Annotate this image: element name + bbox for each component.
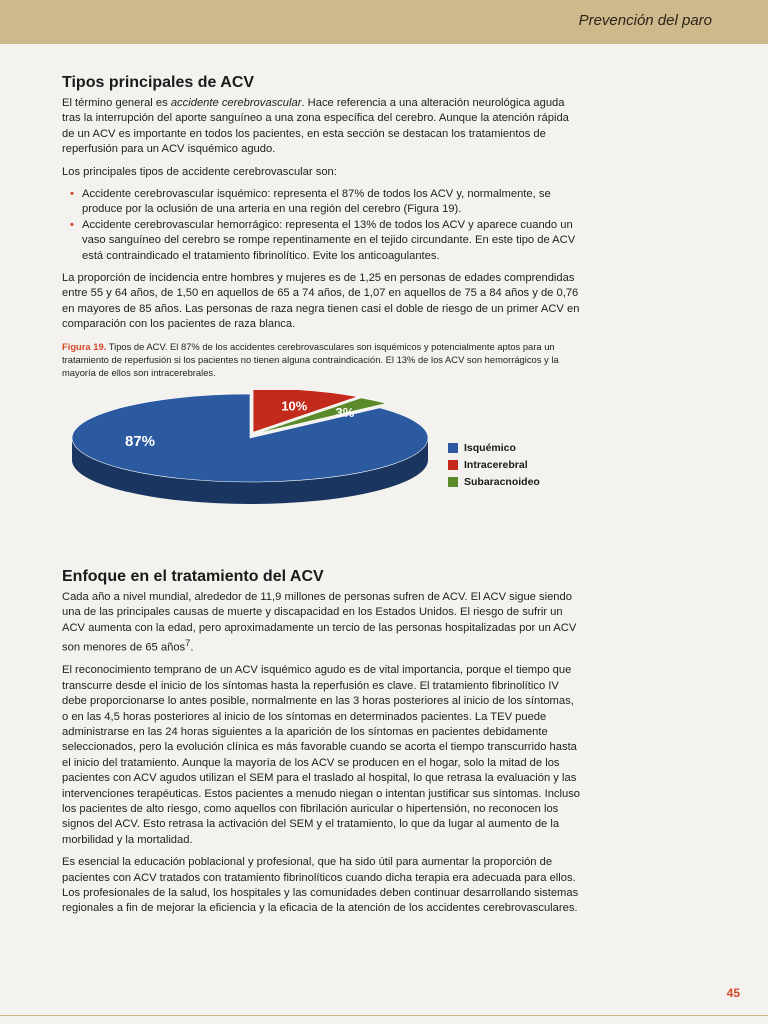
pie-chart: [60, 390, 580, 530]
legend-swatch: [448, 460, 458, 470]
footnote-ref: 7: [185, 638, 191, 649]
list-item: [70, 187, 582, 218]
figure-caption-text: Tipos de ACV. El 87% de los accidentes cerebrovasculares son isquémicos y potencialmente aptos para un tratamiento de reperfusión si los pacientes no tienen alguna contraindicación. El 13% de los ACV son hemorrágicos y la mayoría de ellos son intracerebrales.: [62, 340, 559, 379]
paragraph: [62, 590, 582, 656]
section-types: [62, 74, 582, 379]
list-item: [70, 218, 582, 264]
running-title: Prevención del paro: [578, 12, 712, 29]
section-treatment: [62, 568, 582, 924]
chart-legend: [448, 442, 540, 493]
pie-slice-label: 3%: [335, 405, 355, 421]
pie-slice-label: 87%: [124, 433, 156, 450]
italic-term: accidente cerebrovascular: [170, 97, 302, 109]
bullet-icon: •: [70, 188, 74, 201]
list-item-text: Accidente cerebrovascular hemorrágico: representa el 13% de todos los ACV y aparece cuando un vaso sanguíneo del cerebro se rompe repentinamente en el tejido circundante. En este tipo de ACV está contraindicado el tratamiento fibrinolítico. Evite los anticoagulantes.: [82, 218, 576, 262]
legend-swatch: [448, 477, 458, 487]
section-heading: Enfoque en el tratamiento del ACV: [62, 568, 324, 585]
paragraph: Es esencial la educación poblacional y profesional, que ha sido útil para aumentar la proporción de pacientes con ACV tratados con tratamiento fibrinolíticos cuando dicha terapia era adecuada para ellos. Los profesionales de la salud, los hospitales y las comunidades deben continuar desarrollando sistemas regionales a fin de mejorar la eficiencia y la eficacia de la atención de los accidentes cerebrovasculares.: [62, 856, 579, 915]
legend-swatch: [448, 443, 458, 453]
text: Cada año a nivel mundial, alrededor de 11,9 millones de personas sufren de ACV. El ACV sigue siendo una de las principales causas de muerte y discapacidad en los Estados Unidos. El riesgo de sufrir un ACV aumenta con la edad, pero aproximadamente un tercio de las personas hospitalizadas por un ACV son menores de 65 años: [62, 591, 577, 654]
legend-label: Intracerebral: [464, 459, 528, 471]
list-item-text: Accidente cerebrovascular isquémico: representa el 87% de todos los ACV y, normalmente, se produce por la oclusión de una arteria en una región del cerebro (Figura 19).: [82, 188, 551, 216]
pie-chart-svg: [60, 390, 440, 530]
text: .: [190, 641, 194, 654]
paragraph: Los principales tipos de accidente cerebrovascular son:: [62, 165, 337, 178]
header-band: [0, 0, 768, 44]
figure-label: Figura 19.: [62, 340, 107, 352]
legend-item: [448, 476, 540, 488]
legend-item: [448, 459, 540, 471]
legend-label: Isquémico: [464, 442, 516, 454]
text: El término general es: [62, 97, 171, 109]
paragraph: El reconocimiento temprano de un ACV isquémico agudo es de vital importancia, porque el tiempo que transcurre desde el inicio de los síntomas hasta la reperfusión es clave. El tratamiento fibrinolítico IV debe proporcionarse lo antes posible, normalmente en las 3 horas posteriores al inicio de los síntomas, o en las 4,5 horas posteriores al inicio de los síntomas en determinados pacientes. La TEV puede administrarse en las 24 horas siguientes a la aparición de los síntomas en pacientes debidamente seleccionados, pero la evolución clínica es más favorable cuando se acorta el tiempo transcurrido hasta el inicio del tratamiento. Aunque la mayoría de los ACV se producen en el hogar, solo la mitad de los pacientes con ACV agudos utilizan el SEM para el traslado al hospital, lo que retrasa la evaluación y las intervenciones terapéuticas. Estos pacientes a menudo niegan o intentan justificar sus síntomas. Incluso los pacientes de alto riesgo, como aquellos con fibrilación auricular o hipertensión, no reconocen los signos del ACV. Esto retrasa la activación del SEM y el tratamiento, lo que da lugar al aumento de la morbilidad y la mortalidad.: [62, 664, 581, 846]
paragraph: La proporción de incidencia entre hombres y mujeres es de 1,25 en personas de edades comprendidas entre 55 y 64 años, de 1,50 en aquellos de 65 a 74 años, de 1,07 en aquellos de 75 a 84 años y de 0,76 en mayores de 85 años. Las personas de raza negra tienen casi el doble de riesgo de un primer ACV en comparación con los pacientes de raza blanca.: [62, 272, 580, 331]
figure-caption: [62, 340, 582, 380]
pie-slice-label: 10%: [281, 398, 308, 414]
bottom-rule: [0, 1015, 768, 1016]
text: . Hace referencia a una alteración neurológica aguda tras la interrupción del aporte sanguíneo a una zona específica del cerebro. Aunque la atención rápida de un ACV es importante en todos los pacientes, en esta sección se destacan los tratamientos de reperfusión para un ACV isquémico agudo.: [62, 97, 569, 156]
paragraph: [62, 96, 582, 158]
page-number: 45: [726, 986, 740, 1000]
bullet-icon: •: [70, 218, 74, 231]
legend-item: [448, 442, 540, 454]
types-list: [62, 187, 582, 264]
legend-label: Subaracnoideo: [464, 476, 540, 488]
section-heading: Tipos principales de ACV: [62, 74, 255, 91]
